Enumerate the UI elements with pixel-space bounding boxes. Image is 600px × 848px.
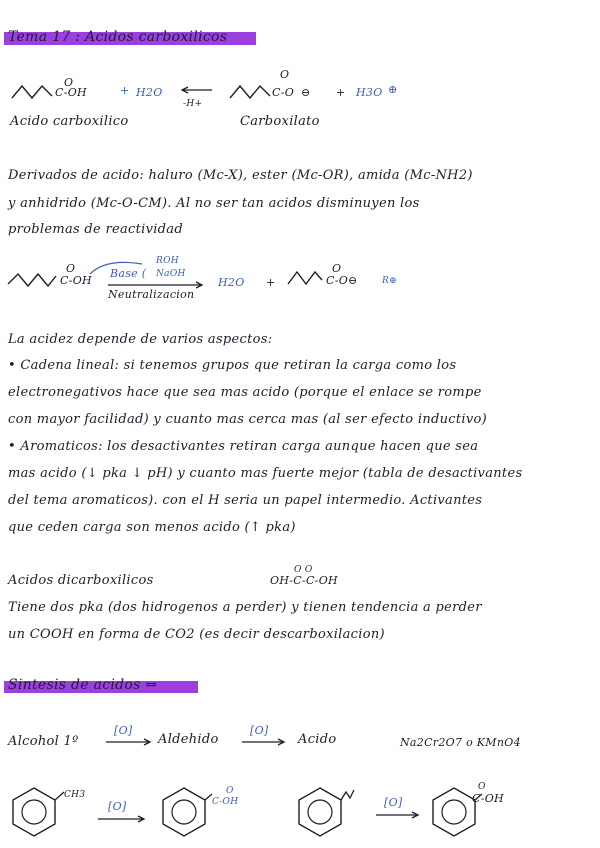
r2-product: C-O⊖ (326, 274, 358, 287)
benzene-ring-2 (160, 786, 208, 838)
benzene-ring-3 (296, 786, 356, 838)
r1-hydronium: H3O (356, 86, 383, 99)
benzene-ring-1 (10, 786, 58, 838)
para2-line-5: • Aromaticos: los desactivantes retiran carga aunque hacen que sea (8, 439, 479, 454)
r2-reactant-dbl: O (66, 262, 76, 275)
equilibrium-arrow (180, 87, 214, 99)
aromatic-sub2-dbl: O (226, 786, 234, 796)
r2-plus: + (266, 276, 276, 289)
synthesis-arrow-1 (106, 739, 152, 747)
r1-plus2: + (336, 86, 346, 99)
synthesis-start: Alcohol 1º (8, 734, 79, 749)
r1-product-group: C-O (272, 86, 295, 99)
r2-base-opt1: ROH (156, 256, 179, 266)
dicarb-formula: OH-C-C-OH (270, 574, 338, 587)
para1-line-1: Derivados de acido: haluro (Mc-X), ester (Mc-OR), amida (Mc-NH2) (8, 168, 473, 183)
synthesis-arrow-2 (242, 739, 286, 747)
r2-reactant: C-OH (60, 274, 92, 287)
para2-line-1: La acidez depende de varios aspectos: (8, 332, 273, 347)
r2-base-opt2: NaOH (156, 269, 186, 279)
para2-line-4: con mayor facilidad) y cuanto mas cerca mas (al ser efecto inductivo) (8, 412, 487, 427)
section-heading-synthesis: Sintesis de acidos ⇒ (8, 677, 158, 693)
para2-line-6: mas acido (↓ pka ↓ pH) y cuanto mas fuerte mejor (tabla de desactivantes (8, 466, 523, 481)
r1-product-o: O (280, 68, 290, 81)
aromatic-sub4-dbl: O (478, 782, 486, 792)
para2-line-2: • Cadena lineal: si tenemos grupos que retiran la carga como los (8, 358, 457, 373)
aromatic-sub4: C-OH (472, 792, 504, 805)
zigzag-chain-2 (230, 84, 272, 100)
r1-product-charge: ⊖ (301, 86, 311, 99)
page-title: Tema 17 : Acidos carboxilicos (8, 29, 228, 45)
r2-counterion: R⊕ (382, 276, 397, 286)
aromatic-ox2: [O] (384, 796, 403, 809)
r1-reactant-group: C-OH (55, 86, 87, 99)
aromatic-arrow-2 (376, 812, 420, 820)
para2-line-7: del tema aromaticos). con el H seria un papel intermedio. Activantes (8, 493, 483, 508)
aromatic-arrow-1 (98, 816, 146, 824)
r2-arrow-below: Neutralizacion (108, 288, 195, 301)
r1-reactant-dbl: O (64, 76, 74, 89)
dicarb-line-2: un COOH en forma de CO2 (es decir descarboxilacion) (8, 627, 385, 642)
aromatic-ox1: [O] (108, 800, 127, 813)
r1-plus1: + (120, 84, 130, 97)
r1-label-right: Carboxilato (240, 114, 320, 129)
synthesis-reagents: Na2Cr2O7 o KMnO4 (400, 736, 521, 749)
benzene-ring-4 (430, 786, 478, 838)
r2-product-dbl: O (332, 262, 342, 275)
zigzag-chain-1 (12, 84, 54, 100)
r1-label-left: Acido carboxilico (10, 114, 129, 129)
r2-base-label: Base ( (110, 267, 147, 280)
synthesis-ox2: [O] (250, 724, 269, 737)
aromatic-sub1: CH3 (64, 790, 86, 800)
para1-line-2: y anhidrido (Mc-O-CM). Al no ser tan acidos disminuyen los (8, 196, 420, 211)
zigzag-chain-3 (8, 272, 58, 288)
dicarb-title: Acidos dicarboxilicos (8, 573, 154, 588)
para1-line-3: problemas de reactividad (8, 222, 183, 237)
r1-arrow-below: -H+ (183, 99, 203, 109)
aromatic-sub2: C-OH (212, 797, 239, 807)
dicarb-formula-dbl: O O (294, 565, 313, 575)
r2-water: H2O (218, 276, 245, 289)
r1-water: H2O (136, 86, 163, 99)
synthesis-mid: Aldehido (158, 732, 219, 747)
r1-hydronium-charge: ⊕ (388, 83, 398, 96)
zigzag-chain-4 (288, 270, 324, 286)
dicarb-line-1: Tiene dos pka (dos hidrogenos a perder) y tienen tendencia a perder (8, 600, 482, 615)
synthesis-ox1: [O] (114, 724, 133, 737)
synthesis-end: Acido (298, 732, 337, 747)
para2-line-8: que ceden carga son menos acido (↑ pka) (8, 520, 296, 535)
para2-line-3: electronegativos hace que sea mas acido (porque el enlace se rompe (8, 385, 482, 400)
